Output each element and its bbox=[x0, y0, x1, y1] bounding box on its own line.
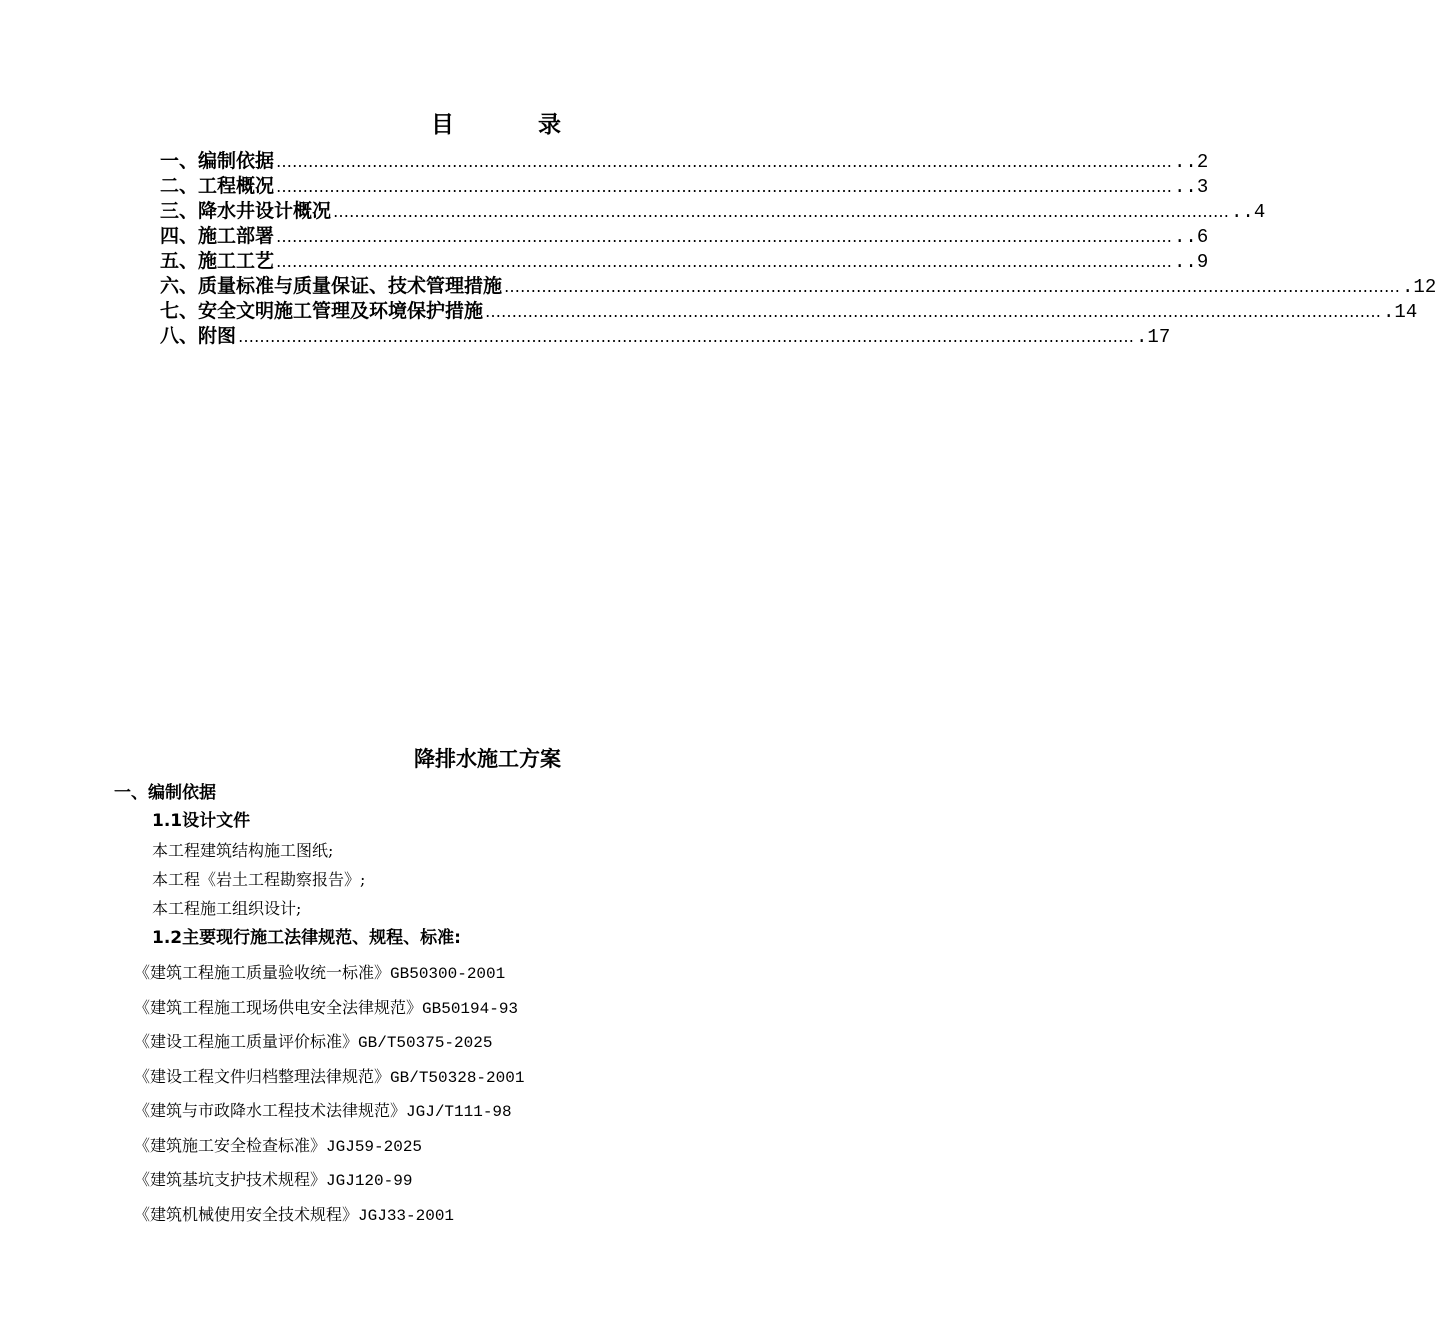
standard-name: 《建设工程文件归档整理法律规范》 bbox=[134, 1067, 391, 1086]
standard-code: GB50300-2001 bbox=[390, 965, 506, 983]
toc-entry bbox=[160, 224, 1209, 249]
toc-leader-dots: …………………………………………………………………………………………………………………………………………………… bbox=[504, 277, 1401, 296]
subsection-heading: 1.2主要现行施工法律规范、规程、标准: bbox=[152, 928, 461, 948]
standard-name: 《建筑工程施工质量验收统一标准》 bbox=[134, 963, 391, 982]
standard-code: JGJ120-99 bbox=[326, 1172, 413, 1190]
standard-item bbox=[134, 1167, 412, 1194]
toc-leader-dots: …………………………………………………………………………………………………………………………………………………… bbox=[276, 227, 1173, 246]
standard-name: 《建筑与市政降水工程技术法律规范》 bbox=[134, 1101, 407, 1120]
toc-title: 目 录 bbox=[430, 112, 599, 138]
standard-item bbox=[134, 1098, 512, 1125]
toc-entry-label: 七、安全文明施工管理及环境保护措施 bbox=[160, 300, 484, 322]
toc-entry-label: 六、质量标准与质量保证、技术管理措施 bbox=[160, 275, 503, 297]
design-document-item: 本工程建筑结构施工图纸; bbox=[152, 841, 334, 860]
toc-entry-page: ..4 bbox=[1231, 201, 1266, 223]
standard-name: 《建设工程施工质量评价标准》 bbox=[134, 1032, 359, 1051]
toc-leader-dots: …………………………………………………………………………………………………………………………………………………… bbox=[276, 252, 1173, 271]
toc-entry-label: 一、编制依据 bbox=[160, 150, 275, 172]
toc-entry-page: ..9 bbox=[1174, 251, 1209, 273]
standard-code: JGJ/T111-98 bbox=[406, 1103, 512, 1121]
standard-name: 《建筑基坑支护技术规程》 bbox=[134, 1170, 327, 1189]
toc-entry-label: 五、施工工艺 bbox=[160, 250, 275, 272]
standard-item bbox=[134, 1202, 454, 1229]
toc-entry bbox=[160, 274, 1436, 299]
toc-entry-label: 四、施工部署 bbox=[160, 225, 275, 247]
toc-entry-label: 二、工程概况 bbox=[160, 175, 275, 197]
toc-entry-page: .14 bbox=[1383, 301, 1418, 323]
standard-item bbox=[134, 960, 505, 987]
toc-entry bbox=[160, 174, 1209, 199]
toc-entry-page: .12 bbox=[1402, 276, 1436, 298]
standard-name: 《建筑施工安全检查标准》 bbox=[134, 1136, 327, 1155]
standard-name: 《建筑机械使用安全技术规程》 bbox=[134, 1205, 359, 1224]
toc-entry-label: 八、附图 bbox=[160, 325, 237, 347]
standard-item bbox=[134, 1133, 422, 1160]
standard-code: GB/T50328-2001 bbox=[390, 1069, 525, 1087]
standard-code: JGJ33-2001 bbox=[358, 1207, 455, 1225]
subsection-heading: 1.1设计文件 bbox=[152, 811, 251, 831]
document-title: 降排水施工方案 bbox=[414, 747, 561, 771]
toc-entry bbox=[160, 324, 1171, 349]
toc-entry-page: .17 bbox=[1136, 326, 1171, 348]
toc-leader-dots: …………………………………………………………………………………………………………………………………………………… bbox=[276, 152, 1173, 171]
toc-entry bbox=[160, 199, 1266, 224]
section-heading: 一、编制依据 bbox=[114, 783, 216, 803]
toc-entry bbox=[160, 149, 1209, 174]
toc-entry-page: ..3 bbox=[1174, 176, 1209, 198]
standard-code: GB50194-93 bbox=[422, 1000, 519, 1018]
standard-item bbox=[134, 1029, 492, 1056]
toc-entry-page: ..2 bbox=[1174, 151, 1209, 173]
toc-entry-label: 三、降水井设计概况 bbox=[160, 200, 332, 222]
table-of-contents bbox=[160, 149, 1436, 349]
toc-entry-page: ..6 bbox=[1174, 226, 1209, 248]
toc-entry bbox=[160, 249, 1209, 274]
toc-leader-dots: …………………………………………………………………………………………………………………………………………………… bbox=[238, 327, 1135, 346]
toc-leader-dots: …………………………………………………………………………………………………………………………………………………… bbox=[333, 202, 1230, 221]
standard-code: JGJ59-2025 bbox=[326, 1138, 423, 1156]
standard-name: 《建筑工程施工现场供电安全法律规范》 bbox=[134, 998, 423, 1017]
toc-entry bbox=[160, 299, 1418, 324]
standard-item bbox=[134, 1064, 524, 1091]
design-document-item: 本工程《岩土工程勘察报告》; bbox=[152, 870, 366, 889]
standard-code: GB/T50375-2025 bbox=[358, 1034, 493, 1052]
design-document-item: 本工程施工组织设计; bbox=[152, 899, 302, 918]
toc-leader-dots: …………………………………………………………………………………………………………………………………………………… bbox=[276, 177, 1173, 196]
standard-item bbox=[134, 995, 518, 1022]
toc-leader-dots: …………………………………………………………………………………………………………………………………………………… bbox=[485, 302, 1382, 321]
